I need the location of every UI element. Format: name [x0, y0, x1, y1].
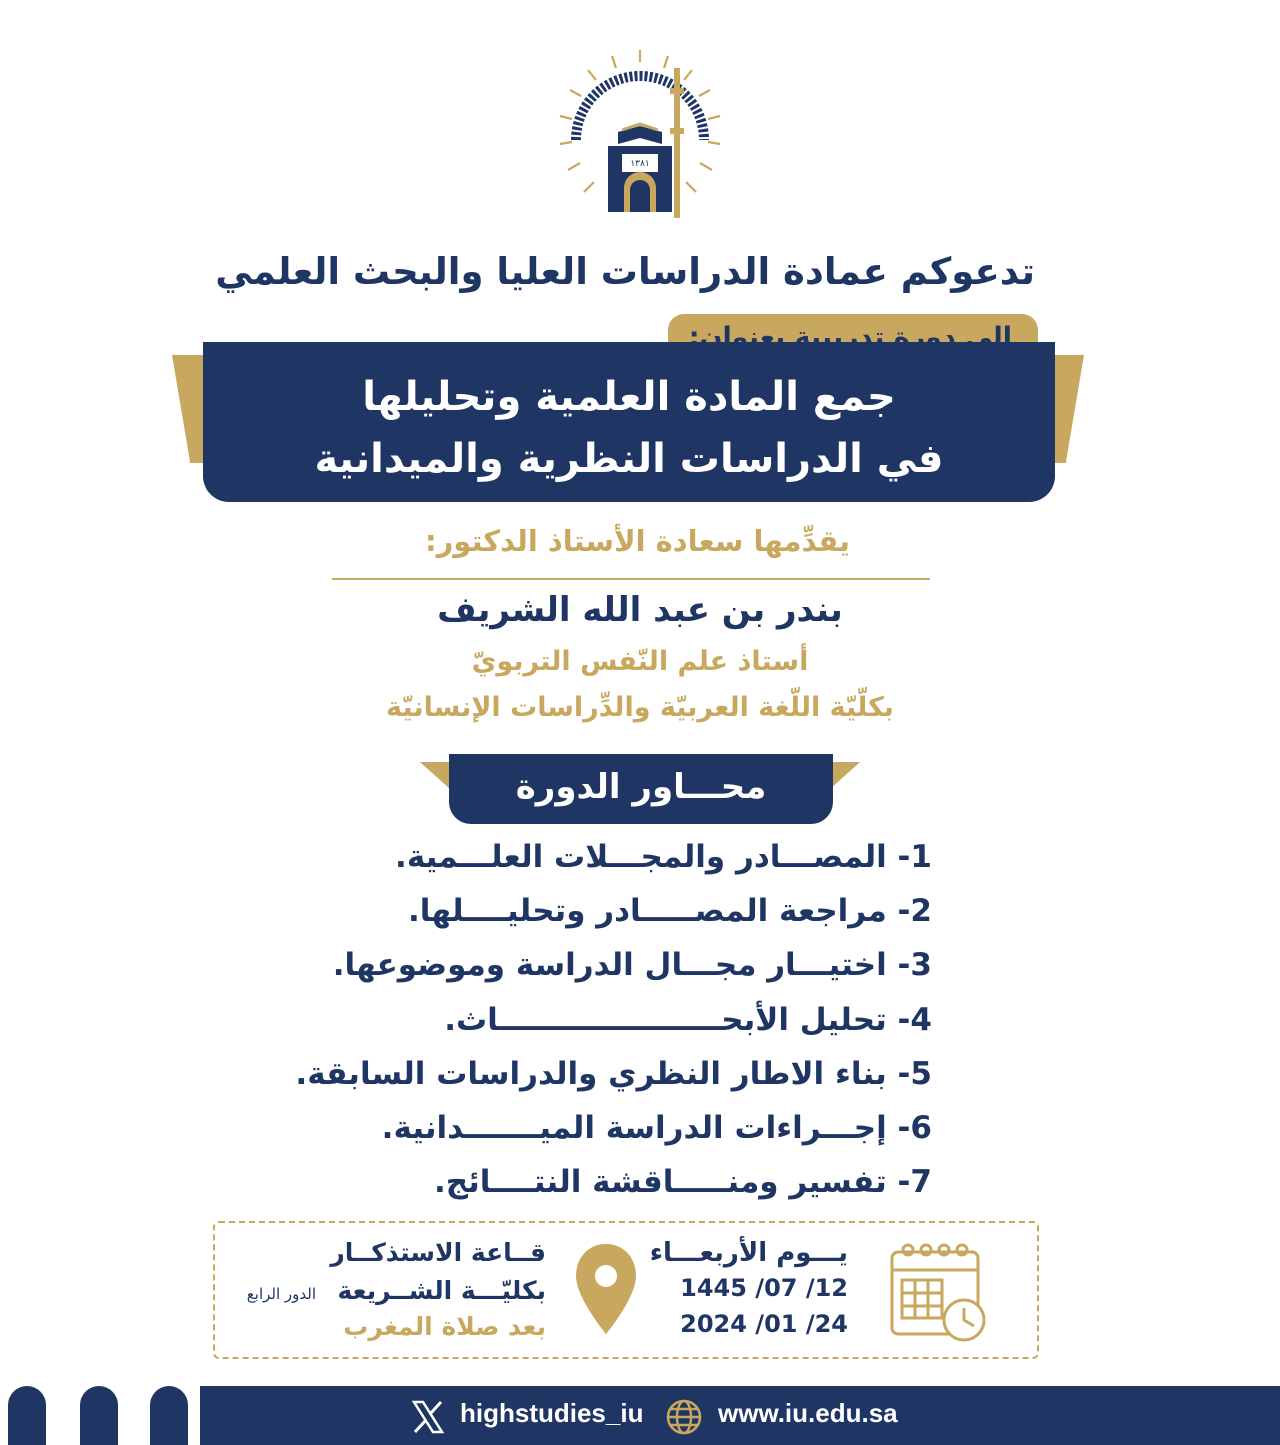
course-axes-heading: محـــاور الدورة [449, 754, 833, 824]
event-time: بعد صلاة المغرب [343, 1312, 546, 1341]
list-item: 2- مراجعة المصـــــادر وتحليــــلها. [407, 893, 932, 930]
calendar-clock-icon [888, 1240, 992, 1344]
presenter-title: أستاذ علم النّفس التربويّ [471, 646, 809, 677]
footer-decoration [8, 1386, 46, 1445]
x-logo-icon [408, 1397, 448, 1437]
location-pin-icon [570, 1240, 642, 1340]
event-floor: الدور الرابع [246, 1285, 316, 1303]
globe-icon [664, 1397, 704, 1437]
course-subtitle: إلى دورة تدريبية بعنوان: [688, 322, 1012, 353]
svg-text:١٣٨١: ١٣٨١ [630, 159, 650, 169]
invitation-heading: تدعوكم عمادة الدراسات العليا والبحث العلمي [215, 250, 1035, 293]
website-link[interactable]: www.iu.edu.sa [718, 1398, 898, 1428]
social-handle-link[interactable]: highstudies_iu [460, 1398, 644, 1428]
list-item: 1- المصـــادر والمجـــلات العلـــمية. [395, 839, 932, 875]
course-topics-list [295, 832, 932, 1211]
list-item: 3- اختيـــار مجـــال الدراسة وموضوعها. [332, 947, 932, 984]
presenter-college: بكلّيّة اللّغة العربيّة والدِّراسات الإنسانيّة [386, 692, 894, 723]
event-hall: قــاعة الاستذكــار [330, 1238, 546, 1267]
event-date-gregorian: 24/ 01/ 2024 [680, 1310, 848, 1338]
course-title-line1: جمع المادة العلمية وتحليلها [362, 374, 896, 420]
presenter-name: بندر بن عبد الله الشريف [437, 590, 843, 630]
list-item: 7- تفسير ومنـــــاقشة النتــــائج. [434, 1164, 932, 1201]
university-emblem-icon [552, 48, 728, 224]
divider [332, 578, 930, 580]
event-college: بكليّـــة الشــريعة [337, 1276, 546, 1305]
course-title-line2: في الدراسات النظرية والميدانية [314, 436, 944, 482]
list-item: 4- تحليل الأبحـــــــــــــــــــــاث. [444, 1001, 932, 1038]
event-date-hijri: 12/ 07/ 1445 [680, 1274, 848, 1302]
presenter-label: يقدِّمها سعادة الأستاذ الدكتور: [425, 524, 850, 558]
list-item: 6- إجـــراءات الدراسة الميـــــــدانية. [381, 1109, 932, 1146]
footer-decoration [80, 1386, 118, 1445]
footer-decoration [150, 1386, 188, 1445]
list-item: 5- بناء الاطار النظري والدراسات السابقة. [295, 1055, 932, 1092]
event-day: يـــوم الأربعـــاء [649, 1238, 848, 1268]
